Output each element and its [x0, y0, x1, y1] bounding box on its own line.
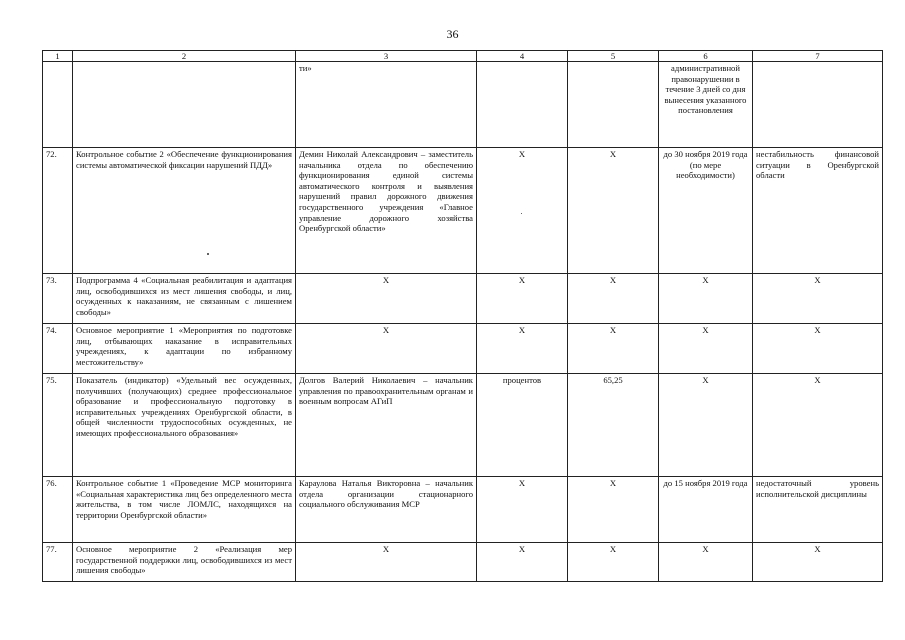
cell-responsible: Х — [296, 324, 477, 374]
cell-responsible: Караулова Наталья Викторовна – начальник отдела организации стационарного социального обслуживания МСР — [296, 477, 477, 543]
column-header: 4 — [477, 51, 568, 62]
column-header: 2 — [73, 51, 296, 62]
cell-responsible: Долгов Валерий Николаевич – начальник управления по правоохранительным органам и военным вопросам АГиП — [296, 374, 477, 477]
table-row — [43, 543, 883, 582]
cell-deadline: Х — [659, 324, 753, 374]
table-row — [43, 324, 883, 374]
cell-value: Х — [568, 324, 659, 374]
table-row — [43, 374, 883, 477]
column-header: 5 — [568, 51, 659, 62]
column-header: 7 — [753, 51, 883, 62]
cell-risk: Х — [753, 543, 883, 582]
cell-deadline: до 15 ноября 2019 года — [659, 477, 753, 543]
cell-risk — [753, 62, 883, 148]
cell-unit: Х — [477, 477, 568, 543]
cell-event: Основное мероприятие 1 «Мероприятия по подготовке лиц, отбывающих наказание в исправительных учреждениях, к адаптации по избранному местожительству» — [73, 324, 296, 374]
cell-event: Контрольное событие 1 «Проведение МСР мониторинга «Социальная характеристика лиц без определенного места жительства, в том числе ЛОМЛС, находящихся на территории Оренбургской области» — [73, 477, 296, 543]
cell-unit — [477, 62, 568, 148]
cell-number: 77. — [43, 543, 73, 582]
column-number-row — [43, 51, 883, 62]
cell-deadline: Х — [659, 274, 753, 324]
cell-responsible: ти» — [296, 62, 477, 148]
table-row — [43, 477, 883, 543]
cell-risk: Х — [753, 324, 883, 374]
cell-unit: Х — [477, 274, 568, 324]
cell-number: 73. — [43, 274, 73, 324]
cell-value: Х — [568, 543, 659, 582]
cell-event — [73, 62, 296, 148]
cell-number — [43, 62, 73, 148]
cell-deadline: до 30 ноября 2019 года (по мере необходимости) — [659, 148, 753, 274]
cell-event: Контрольное событие 2 «Обеспечение функционирования системы автоматической фиксации нарушений ПДД» — [73, 148, 296, 274]
cell-responsible: Х — [296, 543, 477, 582]
cell-unit: Х — [477, 324, 568, 374]
cell-event: Основное мероприятие 2 «Реализация мер государственной поддержки лиц, освободившихся из мест лишения свободы» — [73, 543, 296, 582]
column-header: 1 — [43, 51, 73, 62]
cell-event: Подпрограмма 4 «Социальная реабилитация и адаптация лиц, освободившихся из мест лишения свободы, и лиц, осужденных к наказаниям, не связанным с лишением свободы» — [73, 274, 296, 324]
cell-event: Показатель (индикатор) «Удельный вес осужденных, получивших (получающих) среднее профессиональное образование и профессиональную подготовку в исправительных учреждениях Оренбургской области, в общей численности трудоспособных осужденных, не имеющих профессионального образования» — [73, 374, 296, 477]
scan-speck — [207, 253, 209, 255]
table-row — [43, 274, 883, 324]
cell-risk: Х — [753, 374, 883, 477]
cell-value: Х — [568, 477, 659, 543]
cell-risk: нестабильность финансовой ситуации в Оренбургской области — [753, 148, 883, 274]
cell-value: Х — [568, 148, 659, 274]
cell-unit: процентов — [477, 374, 568, 477]
cell-responsible: Х — [296, 274, 477, 324]
cell-unit: Х — [477, 148, 568, 274]
cell-responsible: Демин Николай Александрович – заместитель начальника отдела по обеспечению функционирования единой системы автоматического контроля и выявления нарушений правил дорожного движения государственного учреждения «Главное управление дорожного хозяйства Оренбургской области» — [296, 148, 477, 274]
table-row — [43, 148, 883, 274]
cell-deadline: Х — [659, 374, 753, 477]
cell-value: 65,25 — [568, 374, 659, 477]
cell-value — [568, 62, 659, 148]
cell-value: Х — [568, 274, 659, 324]
cell-deadline: административной правонарушении в течение 3 дней со дня вынесения указанного постановления — [659, 62, 753, 148]
plan-table — [42, 50, 883, 582]
cell-risk: Х — [753, 274, 883, 324]
table-row-continuation — [43, 62, 883, 148]
cell-unit: Х — [477, 543, 568, 582]
page-number: 36 — [446, 27, 459, 41]
cell-number: 75. — [43, 374, 73, 477]
column-header: 3 — [296, 51, 477, 62]
cell-number: 74. — [43, 324, 73, 374]
scan-speck — [521, 213, 522, 214]
cell-number: 72. — [43, 148, 73, 274]
column-header: 6 — [659, 51, 753, 62]
cell-deadline: Х — [659, 543, 753, 582]
cell-risk: недостаточный уровень исполнительской дисциплины — [753, 477, 883, 543]
cell-number: 76. — [43, 477, 73, 543]
